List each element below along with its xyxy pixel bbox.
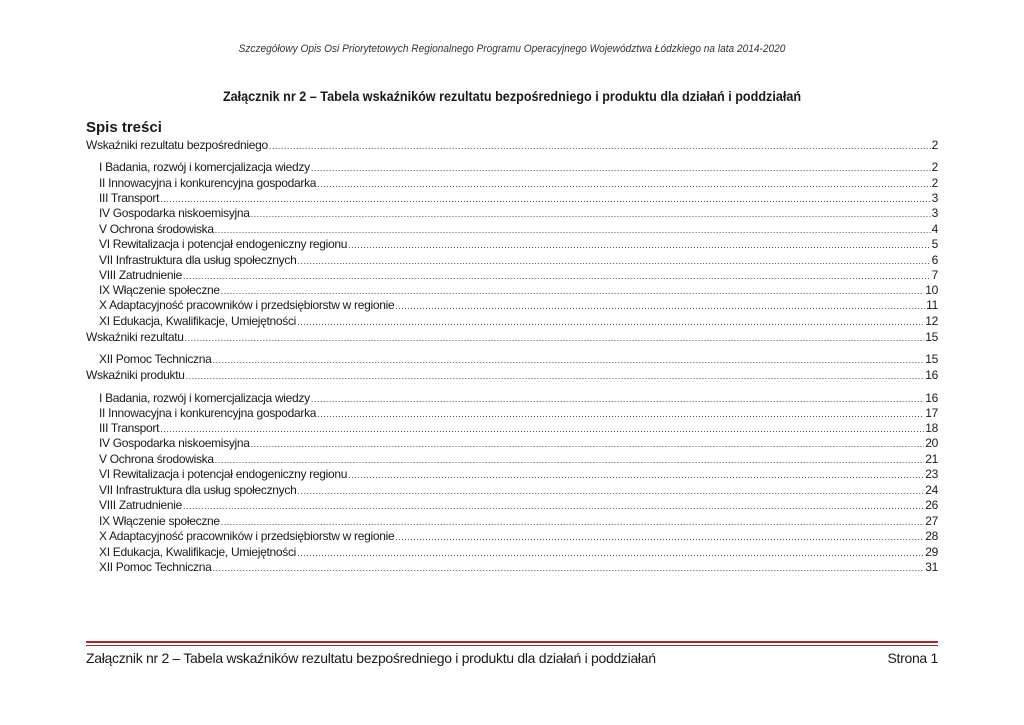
toc-dot-leader <box>297 315 924 329</box>
toc-entry-label: I Badania, rozwój i komercjalizacja wiedzy <box>99 160 310 174</box>
toc-entry-label: II Innowacyjna i konkurencyjna gospodarka <box>99 176 317 190</box>
toc-dot-leader <box>297 484 924 498</box>
toc-entry-label: IV Gospodarka niskoemisyjna <box>99 436 250 450</box>
toc-dot-leader <box>269 139 931 153</box>
toc-entry-label: IX Włączenie społeczne <box>99 514 220 528</box>
toc-entry-label: XI Edukacja, Kwalifikacje, Umiejętności <box>99 545 297 559</box>
toc-entry[interactable] <box>99 298 938 312</box>
toc-entry[interactable] <box>99 498 938 512</box>
toc-dot-leader <box>213 353 925 367</box>
toc-dot-leader <box>215 453 925 467</box>
toc-entry-page: 27 <box>925 514 938 528</box>
toc-entry-page: 12 <box>925 314 938 328</box>
toc-dot-leader <box>160 422 924 436</box>
toc-entry-page: 31 <box>925 560 938 574</box>
toc-entry[interactable] <box>99 545 938 559</box>
toc-entry-label: X Adaptacyjność pracowników i przedsiębiorstw w regionie <box>99 298 395 312</box>
toc-entry-label: Wskaźniki rezultatu <box>86 330 184 344</box>
toc-entry-label: III Transport <box>99 191 160 205</box>
running-header: Szczegółowy Opis Osi Priorytetowych Regionalnego Programu Operacyjnego Województwa Łódzkiego na lata 2014-2020 <box>238 43 786 55</box>
toc-entry-page: 26 <box>925 498 938 512</box>
toc-dot-leader <box>297 546 924 560</box>
toc-entry[interactable] <box>99 352 938 366</box>
toc-dot-leader <box>251 207 931 221</box>
toc-entry[interactable] <box>99 391 938 405</box>
toc-entry-label: IX Włączenie społeczne <box>99 283 220 297</box>
toc-entry-page: 2 <box>931 176 938 190</box>
toc-entry-page: 2 <box>931 160 938 174</box>
toc-entry-label: IV Gospodarka niskoemisyjna <box>99 206 250 220</box>
toc-dot-leader <box>186 369 925 383</box>
toc-entry[interactable] <box>99 176 938 190</box>
toc-entry-label: VII Infrastruktura dla usług społecznych <box>99 253 297 267</box>
toc-dot-leader <box>297 254 930 268</box>
toc-entry-page: 5 <box>931 237 938 251</box>
toc-entry-label: I Badania, rozwój i komercjalizacja wiedzy <box>99 391 310 405</box>
toc-dot-leader <box>221 284 924 298</box>
toc-entry-label: Wskaźniki produktu <box>86 368 185 382</box>
toc-entry-page: 18 <box>925 421 938 435</box>
toc-entry-page: 23 <box>925 467 938 481</box>
toc-entry-page: 2 <box>931 138 938 152</box>
toc-entry[interactable] <box>99 421 938 435</box>
toc-entry[interactable] <box>99 222 938 236</box>
toc-entry-page: 7 <box>931 268 938 282</box>
toc-entry[interactable] <box>86 368 938 382</box>
toc-entry-label: VI Rewitalizacja i potencjał endogeniczny regionu <box>99 237 348 251</box>
toc-entry[interactable] <box>86 138 938 152</box>
toc-entry-label: Wskaźniki rezultatu bezpośredniego <box>86 138 268 152</box>
toc-dot-leader <box>317 407 924 421</box>
toc-entry-page: 15 <box>925 352 938 366</box>
toc-dot-leader <box>395 530 924 544</box>
toc-entry-page: 17 <box>925 406 938 420</box>
toc-dot-leader <box>348 468 924 482</box>
toc-entry-label: VI Rewitalizacja i potencjał endogeniczny regionu <box>99 467 348 481</box>
toc-entry-label: XII Pomoc Techniczna <box>99 560 212 574</box>
toc-dot-leader <box>221 515 924 529</box>
toc-entry[interactable] <box>99 406 938 420</box>
toc-entry[interactable] <box>99 206 938 220</box>
toc-heading: Spis treści <box>86 119 162 136</box>
toc-dot-leader <box>213 561 925 575</box>
toc-entry-label: VIII Zatrudnienie <box>99 268 182 282</box>
toc-entry-label: XII Pomoc Techniczna <box>99 352 212 366</box>
toc-entry[interactable] <box>99 253 938 267</box>
toc-entry-label: X Adaptacyjność pracowników i przedsiębiorstw w regionie <box>99 529 395 543</box>
footer-page-number: Strona 1 <box>887 650 938 666</box>
toc-entry-label: VIII Zatrudnienie <box>99 498 182 512</box>
footer-rule <box>86 641 938 643</box>
toc-entry[interactable] <box>86 330 938 344</box>
toc-entry-label: II Innowacyjna i konkurencyjna gospodarka <box>99 406 317 420</box>
toc-entry-page: 15 <box>925 330 938 344</box>
toc-dot-leader <box>348 238 931 252</box>
toc-entry[interactable] <box>99 314 938 328</box>
toc-entry-label: V Ochrona środowiska <box>99 452 214 466</box>
toc-entry-label: VII Infrastruktura dla usług społecznych <box>99 483 297 497</box>
footer-rule-thin <box>86 645 938 646</box>
toc-entry-page: 24 <box>925 483 938 497</box>
toc-dot-leader <box>215 223 931 237</box>
toc-entry[interactable] <box>99 191 938 205</box>
toc-entry-page: 11 <box>926 298 938 312</box>
toc-entry-page: 6 <box>931 253 938 267</box>
toc-entry-label: V Ochrona środowiska <box>99 222 214 236</box>
toc-entry[interactable] <box>99 436 938 450</box>
toc-dot-leader <box>311 392 924 406</box>
toc-entry[interactable] <box>99 467 938 481</box>
toc-entry[interactable] <box>99 452 938 466</box>
toc-entry-page: 29 <box>925 545 938 559</box>
toc-entry-page: 4 <box>931 222 938 236</box>
toc-entry-label: III Transport <box>99 421 160 435</box>
toc-dot-leader <box>311 161 931 175</box>
footer-title: Załącznik nr 2 – Tabela wskaźników rezultatu bezpośredniego i produktu dla działań i poddziałań <box>86 650 656 666</box>
toc-entry-page: 28 <box>925 529 938 543</box>
toc-entry[interactable] <box>99 483 938 497</box>
document-title: Załącznik nr 2 – Tabela wskaźników rezultatu bezpośredniego i produktu dla działań i poddziałań <box>222 88 802 104</box>
toc-entry[interactable] <box>99 529 938 543</box>
toc-entry[interactable] <box>99 237 938 251</box>
toc-entry-page: 16 <box>925 391 938 405</box>
toc-entry-label: XI Edukacja, Kwalifikacje, Umiejętności <box>99 314 297 328</box>
toc-dot-leader <box>183 499 924 513</box>
toc-entry-page: 16 <box>925 368 938 382</box>
toc-dot-leader <box>160 192 930 206</box>
toc-entry[interactable] <box>99 268 938 282</box>
toc-entry-page: 3 <box>931 191 938 205</box>
toc-dot-leader <box>183 269 931 283</box>
toc-dot-leader <box>185 331 925 345</box>
toc-dot-leader <box>395 299 925 313</box>
toc-entry[interactable] <box>99 560 938 574</box>
toc-entry-page: 10 <box>925 283 938 297</box>
toc-dot-leader <box>317 177 930 191</box>
toc-entry[interactable] <box>99 514 938 528</box>
toc-entry-page: 20 <box>925 436 938 450</box>
toc-entry[interactable] <box>99 283 938 297</box>
toc-entry[interactable] <box>99 160 938 174</box>
toc-dot-leader <box>251 437 925 451</box>
toc-entry-page: 3 <box>931 206 938 220</box>
toc-entry-page: 21 <box>925 452 938 466</box>
